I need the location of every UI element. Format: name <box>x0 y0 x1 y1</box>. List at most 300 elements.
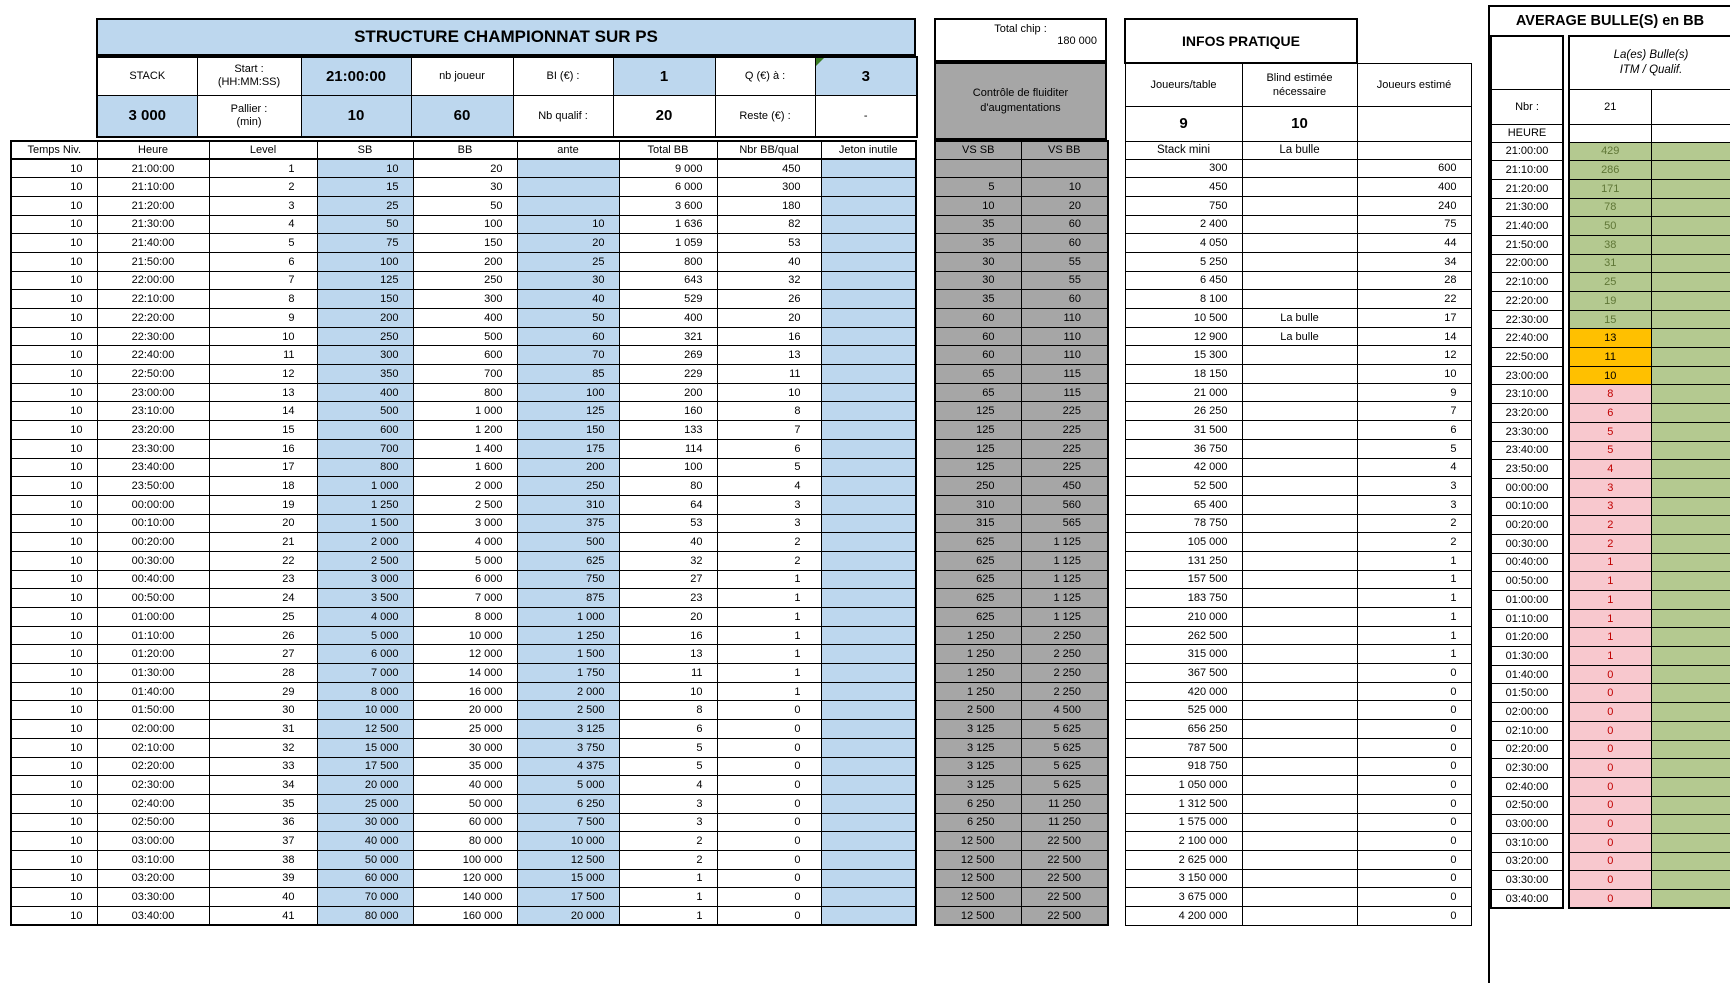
cell-heure[interactable]: 23:30:00 <box>97 439 209 458</box>
cell-ante[interactable]: 20 <box>517 234 619 253</box>
cell-ante[interactable] <box>517 196 619 215</box>
cell-ante[interactable]: 2 500 <box>517 701 619 720</box>
cell-jeton-inutile[interactable] <box>821 327 916 346</box>
cell-la-bulle[interactable] <box>1242 869 1357 888</box>
cell-joueurs-estime[interactable]: 6 <box>1357 421 1471 440</box>
cell-level[interactable]: 25 <box>209 608 317 627</box>
cell-joueurs-estime[interactable]: 0 <box>1357 888 1471 907</box>
cell-total-bb[interactable]: 40 <box>619 533 717 552</box>
cell-heure[interactable]: 21:40:00 <box>97 234 209 253</box>
cell-stack-mini[interactable]: 4 200 000 <box>1125 907 1242 926</box>
cell-sb[interactable]: 70 000 <box>317 888 413 907</box>
cell-level[interactable]: 34 <box>209 776 317 795</box>
cell-la-bulle[interactable] <box>1242 608 1357 627</box>
cell-nbr-bb-qual[interactable]: 40 <box>717 252 821 271</box>
cell-ante[interactable] <box>517 159 619 178</box>
nbr-label-cell[interactable]: Nbr : <box>1491 89 1563 124</box>
cell-bulle-track[interactable] <box>1651 591 1730 610</box>
average-title[interactable]: AVERAGE BULLE(S) en BB <box>1515 13 1705 29</box>
cell-time[interactable]: 03:30:00 <box>1491 871 1563 890</box>
cell-heure[interactable]: 01:30:00 <box>97 664 209 683</box>
cell-level[interactable]: 1 <box>209 159 317 178</box>
cell-heure[interactable]: 01:50:00 <box>97 701 209 720</box>
cell-sb[interactable]: 30 000 <box>317 813 413 832</box>
cell-sb[interactable]: 25 <box>317 196 413 215</box>
cell-stack-mini[interactable]: 52 500 <box>1125 477 1242 496</box>
cell-stack-mini[interactable]: 262 500 <box>1125 626 1242 645</box>
cell-bulle-track[interactable] <box>1651 703 1730 722</box>
cell-jeton-inutile[interactable] <box>821 664 916 683</box>
cell-average-bb[interactable]: 429 <box>1569 142 1651 161</box>
cell-time[interactable]: 00:00:00 <box>1491 478 1563 497</box>
cell-joueurs-estime[interactable]: 5 <box>1357 439 1471 458</box>
cell-bulle-track[interactable] <box>1651 852 1730 871</box>
cell-sb[interactable]: 75 <box>317 234 413 253</box>
cell-joueurs-estime[interactable]: 0 <box>1357 664 1471 683</box>
cell-nbr-bb-qual[interactable]: 0 <box>717 888 821 907</box>
cell-bb[interactable]: 1 200 <box>413 421 517 440</box>
column-header[interactable]: Heure <box>97 141 209 159</box>
cell-bb[interactable]: 30 000 <box>413 738 517 757</box>
cell-level[interactable]: 13 <box>209 383 317 402</box>
cell-time[interactable]: 23:30:00 <box>1491 422 1563 441</box>
cell-ante[interactable]: 60 <box>517 327 619 346</box>
cell-total-bb[interactable]: 20 <box>619 608 717 627</box>
cell-nbr-bb-qual[interactable]: 300 <box>717 178 821 197</box>
cell-nbr-bb-qual[interactable]: 0 <box>717 720 821 739</box>
empty-cell[interactable] <box>1569 124 1651 142</box>
cell-temps-niv[interactable]: 10 <box>11 458 97 477</box>
cell-heure[interactable]: 02:20:00 <box>97 757 209 776</box>
cell-la-bulle[interactable] <box>1242 738 1357 757</box>
cell-ante[interactable]: 85 <box>517 365 619 384</box>
cell-bulle-track[interactable] <box>1651 404 1730 423</box>
cell-bulle-track[interactable] <box>1651 609 1730 628</box>
cell-stack-mini[interactable]: 315 000 <box>1125 645 1242 664</box>
cell-temps-niv[interactable]: 10 <box>11 664 97 683</box>
cell-nbr-bb-qual[interactable]: 1 <box>717 664 821 683</box>
cell-jeton-inutile[interactable] <box>821 439 916 458</box>
cell-jeton-inutile[interactable] <box>821 215 916 234</box>
cell-stack-mini[interactable]: 300 <box>1125 159 1242 178</box>
cell-total-bb[interactable]: 1 <box>619 907 717 926</box>
cell-bulle-track[interactable] <box>1651 833 1730 852</box>
cell-level[interactable]: 22 <box>209 551 317 570</box>
cell-la-bulle[interactable] <box>1242 421 1357 440</box>
column-header[interactable]: Temps Niv. <box>11 141 97 159</box>
cell-total-bb[interactable]: 32 <box>619 551 717 570</box>
cell-level[interactable]: 41 <box>209 907 317 926</box>
cell-bulle-track[interactable] <box>1651 254 1730 273</box>
cell-total-bb[interactable]: 643 <box>619 271 717 290</box>
cell-sb[interactable]: 3 500 <box>317 589 413 608</box>
column-header[interactable]: Jeton inutile <box>821 141 916 159</box>
cell-heure[interactable]: 03:00:00 <box>97 832 209 851</box>
cell-ante[interactable]: 25 <box>517 252 619 271</box>
cell-stack-mini[interactable]: 2 625 000 <box>1125 850 1242 869</box>
cell-total-bb[interactable]: 2 <box>619 832 717 851</box>
cell-level[interactable]: 26 <box>209 626 317 645</box>
cell-vs-sb[interactable]: 30 <box>935 271 1021 290</box>
cell-vs-sb[interactable]: 65 <box>935 383 1021 402</box>
cell-bulle-track[interactable] <box>1651 534 1730 553</box>
cell-level[interactable]: 7 <box>209 271 317 290</box>
cell-vs-bb[interactable]: 22 500 <box>1021 907 1108 926</box>
cell-nbr-bb-qual[interactable]: 0 <box>717 738 821 757</box>
cell-joueurs-estime[interactable]: 400 <box>1357 178 1471 197</box>
cell-total-bb[interactable]: 1 <box>619 869 717 888</box>
cell-level[interactable]: 40 <box>209 888 317 907</box>
cell-heure[interactable]: 02:50:00 <box>97 813 209 832</box>
pallier-value-cell[interactable]: 10 <box>301 95 411 137</box>
cell-sb[interactable]: 400 <box>317 383 413 402</box>
cell-vs-sb[interactable]: 1 250 <box>935 645 1021 664</box>
cell-bulle-track[interactable] <box>1651 385 1730 404</box>
cell-la-bulle[interactable] <box>1242 682 1357 701</box>
cell-average-bb[interactable]: 5 <box>1569 441 1651 460</box>
cell-stack-mini[interactable]: 4 050 <box>1125 234 1242 253</box>
cell-ante[interactable]: 40 <box>517 290 619 309</box>
cell-time[interactable]: 22:30:00 <box>1491 310 1563 329</box>
cell-vs-sb[interactable]: 60 <box>935 309 1021 328</box>
cell-jeton-inutile[interactable] <box>821 888 916 907</box>
cell-bulle-track[interactable] <box>1651 684 1730 703</box>
cell-la-bulle[interactable] <box>1242 252 1357 271</box>
cell-total-bb[interactable]: 269 <box>619 346 717 365</box>
cell-joueurs-estime[interactable]: 12 <box>1357 346 1471 365</box>
cell-time[interactable]: 21:00:00 <box>1491 142 1563 161</box>
cell-sb[interactable]: 15 000 <box>317 738 413 757</box>
cell-average-bb[interactable]: 2 <box>1569 534 1651 553</box>
cell-temps-niv[interactable]: 10 <box>11 327 97 346</box>
cell-vs-bb[interactable]: 60 <box>1021 234 1108 253</box>
cell-stack-mini[interactable]: 21 000 <box>1125 383 1242 402</box>
cell-stack-mini[interactable]: 1 312 500 <box>1125 794 1242 813</box>
cell-stack-mini[interactable]: 420 000 <box>1125 682 1242 701</box>
column-header[interactable]: Total BB <box>619 141 717 159</box>
cell-time[interactable]: 00:20:00 <box>1491 516 1563 535</box>
cell-la-bulle[interactable] <box>1242 383 1357 402</box>
cell-la-bulle[interactable] <box>1242 159 1357 178</box>
cell-vs-bb[interactable]: 115 <box>1021 365 1108 384</box>
cell-total-bb[interactable]: 11 <box>619 664 717 683</box>
cell-ante[interactable]: 750 <box>517 570 619 589</box>
cell-total-bb[interactable]: 114 <box>619 439 717 458</box>
cell-bulle-track[interactable] <box>1651 292 1730 311</box>
cell-vs-bb[interactable]: 55 <box>1021 271 1108 290</box>
cell-jeton-inutile[interactable] <box>821 738 916 757</box>
cell-nbr-bb-qual[interactable]: 0 <box>717 907 821 926</box>
cell-time[interactable]: 03:10:00 <box>1491 833 1563 852</box>
cell-ante[interactable]: 625 <box>517 551 619 570</box>
cell-ante[interactable]: 1 500 <box>517 645 619 664</box>
cell-jeton-inutile[interactable] <box>821 645 916 664</box>
cell-level[interactable]: 39 <box>209 869 317 888</box>
cell-joueurs-estime[interactable]: 1 <box>1357 589 1471 608</box>
cell-vs-bb[interactable]: 20 <box>1021 196 1108 215</box>
cell-vs-bb[interactable]: 5 625 <box>1021 776 1108 795</box>
cell-sb[interactable]: 2 000 <box>317 533 413 552</box>
cell-sb[interactable]: 300 <box>317 346 413 365</box>
cell-la-bulle[interactable] <box>1242 234 1357 253</box>
cell-vs-sb[interactable]: 35 <box>935 290 1021 309</box>
cell-la-bulle[interactable] <box>1242 458 1357 477</box>
cell-ante[interactable]: 500 <box>517 533 619 552</box>
stack-value-cell[interactable]: 3 000 <box>97 95 197 137</box>
cell-total-bb[interactable]: 3 600 <box>619 196 717 215</box>
column-subheader[interactable] <box>1357 141 1471 159</box>
cell-jeton-inutile[interactable] <box>821 421 916 440</box>
cell-nbr-bb-qual[interactable]: 2 <box>717 533 821 552</box>
empty-cell[interactable] <box>1651 89 1730 124</box>
cell-vs-sb[interactable]: 125 <box>935 439 1021 458</box>
cell-jeton-inutile[interactable] <box>821 533 916 552</box>
cell-heure[interactable]: 23:20:00 <box>97 421 209 440</box>
cell-vs-bb[interactable]: 2 250 <box>1021 645 1108 664</box>
cell-nbr-bb-qual[interactable]: 82 <box>717 215 821 234</box>
cell-ante[interactable]: 125 <box>517 402 619 421</box>
cell-average-bb[interactable]: 5 <box>1569 422 1651 441</box>
cell-heure[interactable]: 23:40:00 <box>97 458 209 477</box>
cell-vs-bb[interactable]: 5 625 <box>1021 738 1108 757</box>
cell-heure[interactable]: 02:10:00 <box>97 738 209 757</box>
cell-bulle-track[interactable] <box>1651 348 1730 367</box>
cell-stack-mini[interactable]: 5 250 <box>1125 252 1242 271</box>
cell-joueurs-estime[interactable]: 1 <box>1357 645 1471 664</box>
column-header[interactable]: Joueurs/table <box>1125 63 1242 106</box>
cell-joueurs-estime[interactable]: 240 <box>1357 196 1471 215</box>
cell-stack-mini[interactable]: 1 575 000 <box>1125 813 1242 832</box>
cell-sb[interactable]: 3 000 <box>317 570 413 589</box>
cell-joueurs-estime[interactable]: 0 <box>1357 794 1471 813</box>
cell-temps-niv[interactable]: 10 <box>11 252 97 271</box>
cell-la-bulle[interactable] <box>1242 533 1357 552</box>
cell-temps-niv[interactable]: 10 <box>11 608 97 627</box>
cell-level[interactable]: 5 <box>209 234 317 253</box>
cell-sb[interactable]: 5 000 <box>317 626 413 645</box>
cell-ante[interactable]: 875 <box>517 589 619 608</box>
cell-vs-sb[interactable]: 625 <box>935 589 1021 608</box>
cell-heure[interactable]: 01:40:00 <box>97 682 209 701</box>
cell-jeton-inutile[interactable] <box>821 346 916 365</box>
cell-level[interactable]: 21 <box>209 533 317 552</box>
q-label-cell[interactable]: Q (€) à : <box>715 57 815 95</box>
cell-temps-niv[interactable]: 10 <box>11 346 97 365</box>
cell-sb[interactable]: 10 000 <box>317 701 413 720</box>
start-label-cell[interactable] <box>197 57 301 95</box>
cell-average-bb[interactable]: 19 <box>1569 292 1651 311</box>
cell-vs-bb[interactable]: 11 250 <box>1021 813 1108 832</box>
cell-average-bb[interactable]: 0 <box>1569 759 1651 778</box>
cell-bb[interactable]: 4 000 <box>413 533 517 552</box>
cell-bb[interactable]: 800 <box>413 383 517 402</box>
cell-total-bb[interactable]: 23 <box>619 589 717 608</box>
cell-temps-niv[interactable]: 10 <box>11 738 97 757</box>
cell-joueurs-estime[interactable]: 10 <box>1357 365 1471 384</box>
cell-level[interactable]: 28 <box>209 664 317 683</box>
cell-bb[interactable]: 50 <box>413 196 517 215</box>
nb-joueur-label-cell[interactable]: nb joueur <box>411 57 513 95</box>
cell-heure[interactable]: 21:00:00 <box>97 159 209 178</box>
cell-vs-bb[interactable]: 225 <box>1021 458 1108 477</box>
cell-joueurs-estime[interactable]: 0 <box>1357 738 1471 757</box>
cell-total-bb[interactable]: 133 <box>619 421 717 440</box>
cell-bulle-track[interactable] <box>1651 329 1730 348</box>
column-header[interactable]: Nbr BB/qual <box>717 141 821 159</box>
cell-ante[interactable]: 1 250 <box>517 626 619 645</box>
cell-average-bb[interactable]: 1 <box>1569 647 1651 666</box>
cell-temps-niv[interactable]: 10 <box>11 477 97 496</box>
cell-jeton-inutile[interactable] <box>821 776 916 795</box>
cell-time[interactable]: 23:50:00 <box>1491 460 1563 479</box>
cell-average-bb[interactable]: 0 <box>1569 852 1651 871</box>
cell-bb[interactable]: 16 000 <box>413 682 517 701</box>
cell-bulle-track[interactable] <box>1651 815 1730 834</box>
cell-joueurs-estime[interactable]: 1 <box>1357 551 1471 570</box>
cell-temps-niv[interactable]: 10 <box>11 570 97 589</box>
cell-level[interactable]: 4 <box>209 215 317 234</box>
cell-average-bb[interactable]: 2 <box>1569 516 1651 535</box>
cell-temps-niv[interactable]: 10 <box>11 626 97 645</box>
cell-total-bb[interactable]: 1 059 <box>619 234 717 253</box>
cell-bb[interactable]: 6 000 <box>413 570 517 589</box>
cell-temps-niv[interactable]: 10 <box>11 701 97 720</box>
cell-vs-sb[interactable]: 12 500 <box>935 832 1021 851</box>
cell-jeton-inutile[interactable] <box>821 252 916 271</box>
cell-sb[interactable]: 1 500 <box>317 514 413 533</box>
cell-heure[interactable]: 03:20:00 <box>97 869 209 888</box>
cell-bb[interactable]: 20 000 <box>413 701 517 720</box>
cell-jeton-inutile[interactable] <box>821 608 916 627</box>
cell-time[interactable]: 03:40:00 <box>1491 890 1563 909</box>
bi-label-cell[interactable]: BI (€) : <box>513 57 613 95</box>
cell-ante[interactable]: 17 500 <box>517 888 619 907</box>
cell-jeton-inutile[interactable] <box>821 514 916 533</box>
cell-bb[interactable]: 100 000 <box>413 850 517 869</box>
cell-temps-niv[interactable]: 10 <box>11 682 97 701</box>
cell-temps-niv[interactable]: 10 <box>11 402 97 421</box>
cell-stack-mini[interactable]: 787 500 <box>1125 738 1242 757</box>
cell-nbr-bb-qual[interactable]: 1 <box>717 645 821 664</box>
cell-nbr-bb-qual[interactable]: 20 <box>717 309 821 328</box>
cell-la-bulle[interactable] <box>1242 664 1357 683</box>
stack-label-cell[interactable]: STACK <box>97 57 197 95</box>
cell-la-bulle[interactable] <box>1242 888 1357 907</box>
cell-sb[interactable]: 10 <box>317 159 413 178</box>
cell-la-bulle[interactable] <box>1242 402 1357 421</box>
cell-sb[interactable]: 8 000 <box>317 682 413 701</box>
cell-bb[interactable]: 35 000 <box>413 757 517 776</box>
cell-total-bb[interactable]: 1 636 <box>619 215 717 234</box>
bulle-header-cell[interactable] <box>1569 36 1730 89</box>
cell-time[interactable]: 00:40:00 <box>1491 553 1563 572</box>
cell-sb[interactable]: 15 <box>317 178 413 197</box>
cell-bb[interactable]: 20 <box>413 159 517 178</box>
cell-time[interactable]: 01:40:00 <box>1491 665 1563 684</box>
cell-ante[interactable] <box>517 178 619 197</box>
column-header[interactable]: VS SB <box>935 141 1021 159</box>
heure-label-cell[interactable]: HEURE <box>1491 124 1563 142</box>
cell-jeton-inutile[interactable] <box>821 178 916 197</box>
column-header[interactable]: ante <box>517 141 619 159</box>
cell-level[interactable]: 24 <box>209 589 317 608</box>
cell-level[interactable]: 15 <box>209 421 317 440</box>
pallier-label-cell[interactable] <box>197 95 301 137</box>
cell-ante[interactable]: 10 000 <box>517 832 619 851</box>
cell-heure[interactable]: 02:40:00 <box>97 794 209 813</box>
cell-jeton-inutile[interactable] <box>821 701 916 720</box>
cell-vs-bb[interactable]: 565 <box>1021 514 1108 533</box>
cell-time[interactable]: 02:50:00 <box>1491 796 1563 815</box>
cell-bb[interactable]: 150 <box>413 234 517 253</box>
cell-joueurs-estime[interactable]: 4 <box>1357 458 1471 477</box>
cell-temps-niv[interactable]: 10 <box>11 794 97 813</box>
cell-sb[interactable]: 50 <box>317 215 413 234</box>
cell-average-bb[interactable]: 0 <box>1569 815 1651 834</box>
cell-vs-sb[interactable]: 3 125 <box>935 776 1021 795</box>
cell-heure[interactable]: 02:30:00 <box>97 776 209 795</box>
cell-la-bulle[interactable] <box>1242 514 1357 533</box>
cell-vs-sb[interactable]: 60 <box>935 327 1021 346</box>
info-value-cell[interactable] <box>1357 106 1471 141</box>
cell-ante[interactable]: 2 000 <box>517 682 619 701</box>
cell-bulle-track[interactable] <box>1651 460 1730 479</box>
cell-average-bb[interactable]: 0 <box>1569 871 1651 890</box>
cell-nbr-bb-qual[interactable]: 0 <box>717 832 821 851</box>
cell-heure[interactable]: 00:00:00 <box>97 495 209 514</box>
cell-bulle-track[interactable] <box>1651 198 1730 217</box>
cell-nbr-bb-qual[interactable]: 450 <box>717 159 821 178</box>
cell-level[interactable]: 19 <box>209 495 317 514</box>
cell-vs-bb[interactable]: 110 <box>1021 346 1108 365</box>
cell-total-bb[interactable]: 8 <box>619 701 717 720</box>
cell-bulle-track[interactable] <box>1651 572 1730 591</box>
cell-stack-mini[interactable]: 157 500 <box>1125 570 1242 589</box>
cell-stack-mini[interactable]: 750 <box>1125 196 1242 215</box>
cell-stack-mini[interactable]: 36 750 <box>1125 439 1242 458</box>
cell-bb[interactable]: 250 <box>413 271 517 290</box>
cell-average-bb[interactable]: 0 <box>1569 703 1651 722</box>
cell-heure[interactable]: 21:30:00 <box>97 215 209 234</box>
cell-la-bulle[interactable] <box>1242 720 1357 739</box>
cell-vs-bb[interactable]: 4 500 <box>1021 701 1108 720</box>
cell-time[interactable]: 03:20:00 <box>1491 852 1563 871</box>
cell-total-bb[interactable]: 4 <box>619 776 717 795</box>
cell-level[interactable]: 6 <box>209 252 317 271</box>
cell-total-bb[interactable]: 160 <box>619 402 717 421</box>
cell-level[interactable]: 9 <box>209 309 317 328</box>
cell-vs-bb[interactable]: 450 <box>1021 477 1108 496</box>
cell-vs-bb[interactable]: 22 500 <box>1021 832 1108 851</box>
cell-jeton-inutile[interactable] <box>821 682 916 701</box>
cell-bb[interactable]: 60 000 <box>413 813 517 832</box>
cell-joueurs-estime[interactable]: 0 <box>1357 776 1471 795</box>
nb-qualif-value-cell[interactable]: 20 <box>613 95 715 137</box>
cell-average-bb[interactable]: 3 <box>1569 478 1651 497</box>
cell-nbr-bb-qual[interactable]: 8 <box>717 402 821 421</box>
cell-temps-niv[interactable]: 10 <box>11 421 97 440</box>
cell-vs-bb[interactable]: 560 <box>1021 495 1108 514</box>
cell-ante[interactable]: 5 000 <box>517 776 619 795</box>
cell-average-bb[interactable]: 0 <box>1569 740 1651 759</box>
cell-ante[interactable]: 70 <box>517 346 619 365</box>
cell-vs-sb[interactable]: 625 <box>935 608 1021 627</box>
cell-total-bb[interactable]: 800 <box>619 252 717 271</box>
cell-temps-niv[interactable]: 10 <box>11 365 97 384</box>
cell-vs-bb[interactable]: 115 <box>1021 383 1108 402</box>
reste-value-cell[interactable]: - <box>815 95 917 137</box>
cell-la-bulle[interactable] <box>1242 794 1357 813</box>
